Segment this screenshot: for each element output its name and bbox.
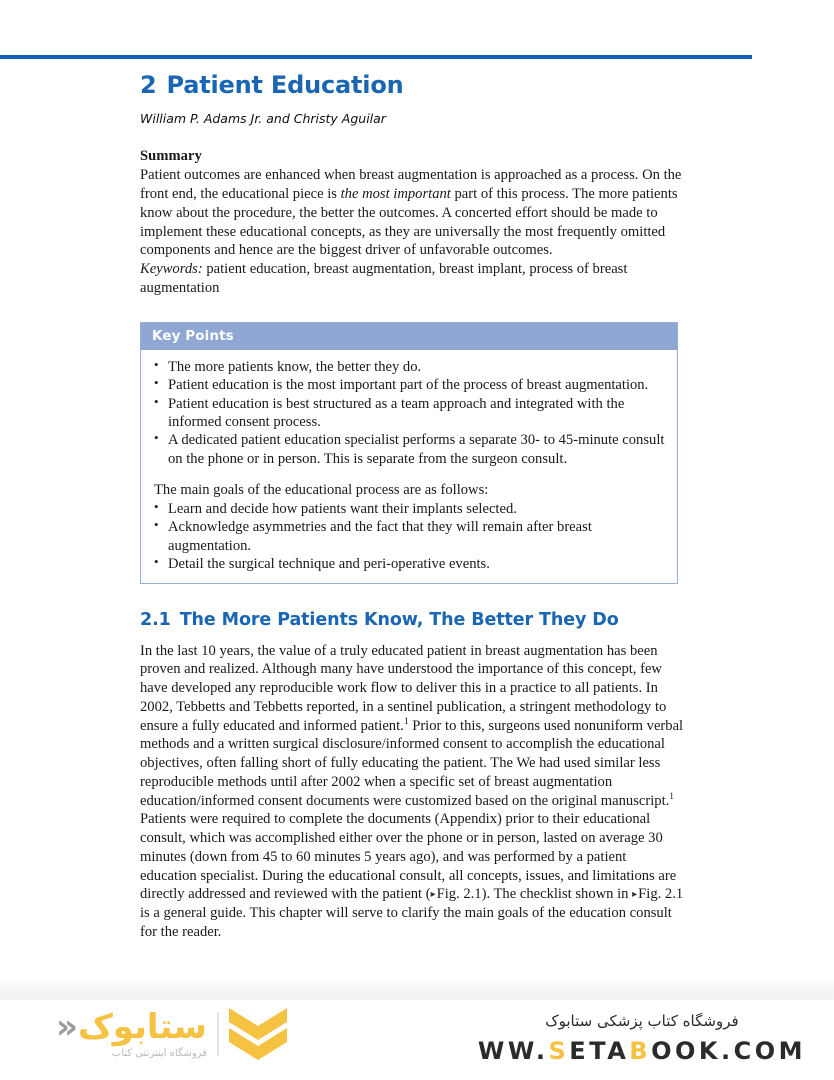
reference-marker-1: 1 [403,716,409,727]
paragraph-text-2: Prior to this, surgeons used nonuniform verbal methods and a written surgical disclosure/informed consent to accomplish the educational objectives, often falling short of fully educating the patient. The We had used similar less reproducible methods until after 2002 when a specific set of breast augmentation education/informed consent documents were customized based on the original manuscript. [140,717,684,809]
paragraph-text-1: In the last 10 years, the value of a truly educated patient in breast augmentation has been proven and realized. Although many have understood the importance of this concept, few have developed any reproducible work flow to deliver this in a practice to all patients. In 2002, Tebbetts and Tebbetts reported, in a sentinel publication, a stringent methodology to ensure a fully educated and informed patient. [140,642,667,734]
logo-wordmark-gold: ستابوک [77,1006,207,1047]
paragraph-text-3: Patients were required to complete the documents (Appendix) prior to their educational consult, which was accomplished either over the phone or in person, lasted on average 30 minutes (down from 45 to 60 minutes 5 years ago), and was performed by a patient education specialist. During the educational consult, all concepts, issues, and limitations are directly addressed and reviewed with the patient ( [140,811,677,903]
url-part-b: B [629,1037,652,1065]
list-item: • A dedicated patient education specialist performs a separate 30- to 45-minute consult on the phone or in person. This is separate from the surgeon consult. [150,431,665,468]
summary-emphasis: the most important [340,186,451,203]
page-content [140,72,686,942]
summary-label: Summary [140,148,202,165]
chapter-title [140,72,686,98]
paragraph-text-4: ). The checklist shown in [481,886,633,903]
summary-paragraph [140,166,686,260]
list-item: • Acknowledge asymmetries and the fact that they will remain after breast augmentation. [150,518,665,555]
summary-text-1: Patient outcomes are enhanced when breast augmentation is approached as a process. On the front end, the educational piece is [140,167,682,203]
chapter-authors: William P. Adams Jr. and Christy Aguilar [140,111,386,127]
list-item: • Patient education is best structured as a team approach and integrated with the informed consent process. [150,395,665,432]
keywords-paragraph [140,260,686,298]
page-fade-overlay [0,940,834,1002]
footer-watermark [0,1000,834,1080]
list-item: • Patient education is the most important part of the process of breast augmentation. [150,376,665,394]
footer-tagline: فروشگاه کتاب پزشکی ستابوک [545,1012,739,1030]
list-item: • Learn and decide how patients want their implants selected. [150,500,665,518]
logo-wordmark [56,1006,207,1047]
chevron-down-icon [229,1008,287,1060]
logo-subtitle: فروشگاه اینترنتی کتاب [111,1047,207,1059]
url-part-mid: ETA [569,1037,630,1065]
url-part-suffix: OOK.COM [651,1037,806,1065]
key-points-list [150,358,665,469]
keywords-label: Keywords: [140,261,203,278]
list-item: • The more patients know, the better they do. [150,358,665,376]
key-points-body [141,350,677,583]
footer-url[interactable] [478,1037,806,1065]
key-points-goals-lead: The main goals of the educational process are as follows: [154,482,489,499]
figure-reference-link[interactable]: ▸ Fig. 2.1 [431,886,482,902]
logo-wordmark-group [56,1006,207,1059]
chapter-title-text: Patient Education [166,71,404,99]
footer-brand-text [478,1012,806,1065]
chevron-mark-icon [229,1008,287,1060]
summary-text-2: part of this process. The more patients know about the procedure, the better the outcomes. A concerted effort should be made to implement these educational concepts, as they are universally the most frequently omitted components and hence are the biggest driver of unfavorable outcomes. [140,186,678,259]
logo-divider [217,1012,219,1056]
list-item: • Detail the surgical technique and peri-operative events. [150,555,665,573]
keywords-text: patient education, breast augmentation, breast implant, process of breast augmentation [140,261,628,296]
figure-reference-link[interactable]: ▸ Fig. 2.1 [632,886,683,902]
paragraph-text-5: is a general guide. This chapter will serve to clarify the main goals of the education consult for the reader. [140,905,672,940]
chapter-number: 2 [140,71,157,99]
key-points-box [140,322,678,584]
key-points-goals-list [150,500,665,574]
key-points-header: Key Points [141,323,677,350]
section-number: 2.1 [140,609,171,630]
url-part-prefix: WW. [477,1037,549,1065]
logo-wordmark-chevron: « [56,1006,78,1047]
reference-marker-2: 1 [669,791,675,802]
section-paragraph [140,642,686,942]
url-part-s: S [548,1037,570,1065]
setabook-logo [56,1008,287,1060]
section-title [140,610,686,630]
header-rule [0,55,752,59]
section-title-text: The More Patients Know, The Better They Do [179,609,619,630]
